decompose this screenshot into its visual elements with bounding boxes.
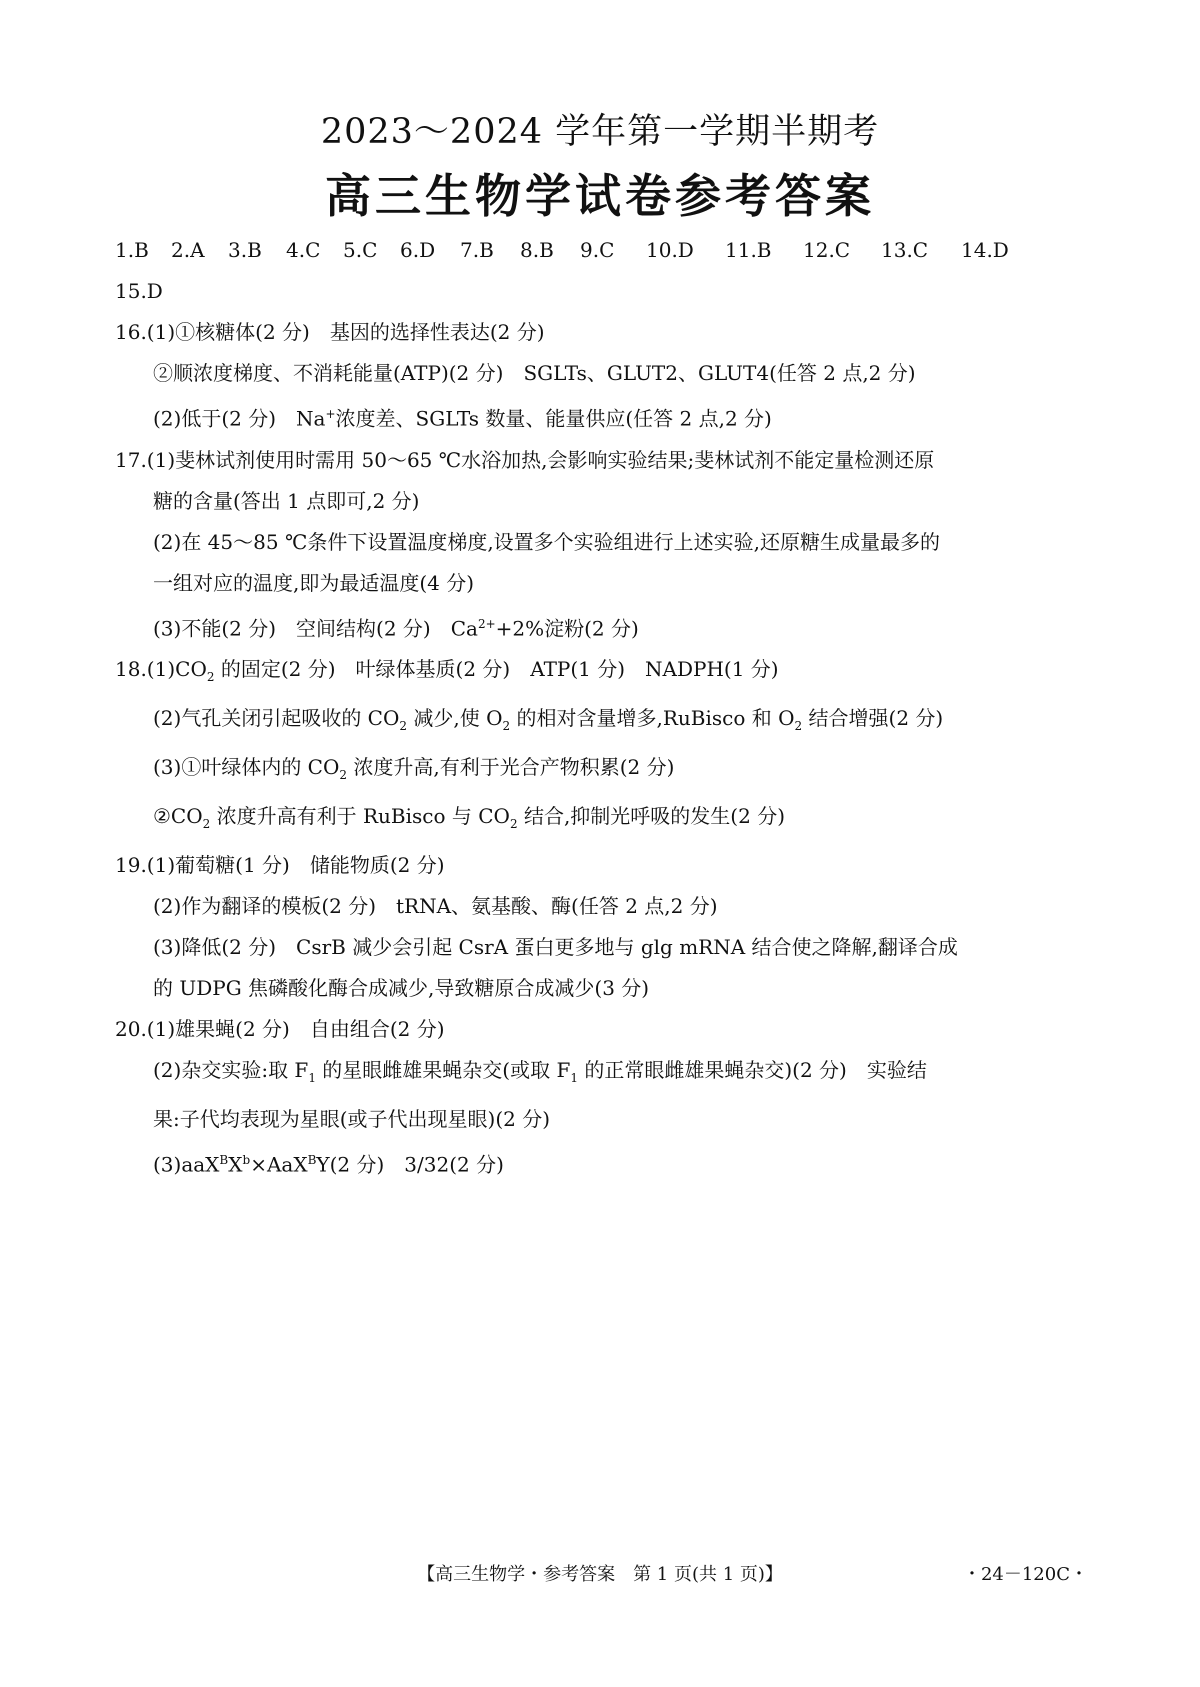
subscript: 1 [308, 1071, 316, 1086]
text-segment: 减少,使 O [407, 706, 503, 731]
mcq-answer: 11.B [725, 238, 772, 262]
mcq-answer: 12.C [803, 238, 851, 262]
subscript: 1 [570, 1071, 578, 1086]
superscript: 2+ [477, 616, 496, 631]
text-segment: X [228, 1152, 243, 1177]
text-segment: 结合,抑制光呼吸的发生(2 分) [517, 804, 785, 829]
mcq-answer: 14.D [961, 238, 1009, 262]
q16-line1: 16.(1)①核糖体(2 分) 基因的选择性表达(2 分) [115, 320, 545, 344]
q18-line1 [115, 649, 1095, 698]
q19-line1: 19.(1)葡萄糖(1 分) 储能物质(2 分) [115, 853, 445, 878]
q17-line2: 糖的含量(答出 1 点即可,2 分) [153, 488, 420, 513]
subscript: 2 [502, 719, 511, 734]
text-segment: (2)气孔关闭引起吸收的 CO [153, 706, 400, 731]
text-segment: 的正常眼雌雄果蝇杂交)(2 分) 实验结 [578, 1058, 927, 1083]
q20-line1: 20.(1)雄果蝇(2 分) 自由组合(2 分) [115, 1017, 445, 1042]
q20-line4 [115, 1140, 1095, 1186]
mcq-answer: 1.B [115, 238, 149, 262]
q17-line1: 17.(1)斐林试剂使用时需用 50～65 ℃水浴加热,会影响实验结果;斐林试剂不能定量检测还原 [115, 447, 935, 472]
q17-line5 [115, 604, 1095, 650]
q20-line2 [115, 1050, 1095, 1099]
text-segment: 18.(1)CO [115, 657, 207, 682]
exam-title-line2: 高三生物学试卷参考答案 [325, 169, 875, 223]
text-segment: Y(2 分) 3/32(2 分) [316, 1152, 504, 1177]
mcq-answer: 3.B [228, 238, 262, 262]
footer-code: ・24－120C・ [962, 1564, 1088, 1585]
mcq-answer: 5.C [343, 238, 378, 262]
text-segment: (3)不能(2 分) 空间结构(2 分) Ca [153, 616, 478, 641]
text-segment: (2)杂交实验:取 F [153, 1058, 309, 1083]
footer-page-info: 【高三生物学・参考答案 第 1 页(共 1 页)】 [417, 1564, 783, 1585]
text-segment: 的相对含量增多,RuBisco 和 O [510, 706, 795, 731]
subscript: 2 [794, 719, 803, 734]
q19-line4: 的 UDPG 焦磷酸化酶合成减少,导致糖原合成减少(3 分) [153, 976, 650, 1001]
superscript: b [242, 1153, 251, 1168]
text-segment: (3)①叶绿体内的 CO [153, 755, 340, 780]
mcq-answer: 15.D [115, 279, 163, 303]
mcq-answers-row1 [115, 230, 1095, 271]
text-segment: 结合增强(2 分) [802, 706, 944, 731]
mcq-answer: 9.C [580, 238, 615, 262]
q19-line2: (2)作为翻译的模板(2 分) tRNA、氨基酸、酶(任答 2 点,2 分) [153, 894, 718, 919]
text-segment: (3)aaX [153, 1152, 220, 1177]
mcq-answer: 2.A [171, 238, 205, 262]
answer-content [115, 230, 1095, 1186]
exam-title-line1: 2023～2024 学年第一学期半期考 [320, 112, 880, 152]
q17-line3: (2)在 45～85 ℃条件下设置温度梯度,设置多个实验组进行上述实验,还原糖生成量最多的 [153, 529, 941, 554]
superscript: + [325, 407, 336, 421]
subscript: 2 [509, 817, 518, 832]
mcq-answer: 4.C [286, 238, 321, 262]
mcq-answers-row2 [115, 271, 1095, 312]
subscript: 2 [206, 670, 215, 685]
mcq-answer: 6.D [400, 238, 436, 262]
subscript: 2 [202, 817, 211, 832]
text-segment: ②CO [153, 804, 203, 829]
mcq-answer: 10.D [646, 238, 694, 262]
q16-line2: ②顺浓度梯度、不消耗能量(ATP)(2 分) SGLTs、GLUT2、GLUT4(任答 2 点,2 分) [153, 361, 916, 385]
text-segment: +2%淀粉(2 分) [495, 616, 639, 641]
q19-line3: (3)降低(2 分) CsrB 减少会引起 CsrA 蛋白更多地与 glg mRNA 结合使之降解,翻译合成 [153, 935, 958, 960]
q20-line3: 果:子代均表现为星眼(或子代出现星眼)(2 分) [153, 1107, 551, 1132]
text-segment: 浓度差、SGLTs 数量、能量供应(任答 2 点,2 分) [335, 406, 772, 431]
mcq-answer: 13.C [881, 238, 929, 262]
q16-line3 [115, 394, 1095, 440]
q18-line3 [115, 747, 1095, 796]
text-segment: (2)低于(2 分) Na [153, 406, 326, 431]
mcq-answer: 7.B [460, 238, 494, 262]
superscript: B [219, 1153, 229, 1168]
superscript: B [307, 1153, 317, 1168]
mcq-answer: 8.B [520, 238, 554, 262]
text-segment: 浓度升高,有利于光合产物积累(2 分) [347, 755, 675, 780]
q17-line4: 一组对应的温度,即为最适温度(4 分) [153, 570, 475, 595]
text-segment: 浓度升高有利于 RuBisco 与 CO [210, 804, 510, 829]
q18-line4 [115, 796, 1095, 845]
subscript: 2 [399, 719, 408, 734]
text-segment: ×AaX [250, 1152, 308, 1177]
subscript: 2 [339, 768, 348, 783]
q18-line2 [115, 698, 1095, 747]
text-segment: 的固定(2 分) 叶绿体基质(2 分) ATP(1 分) NADPH(1 分) [214, 657, 779, 682]
text-segment: 的星眼雌雄果蝇杂交(或取 F [315, 1058, 571, 1083]
